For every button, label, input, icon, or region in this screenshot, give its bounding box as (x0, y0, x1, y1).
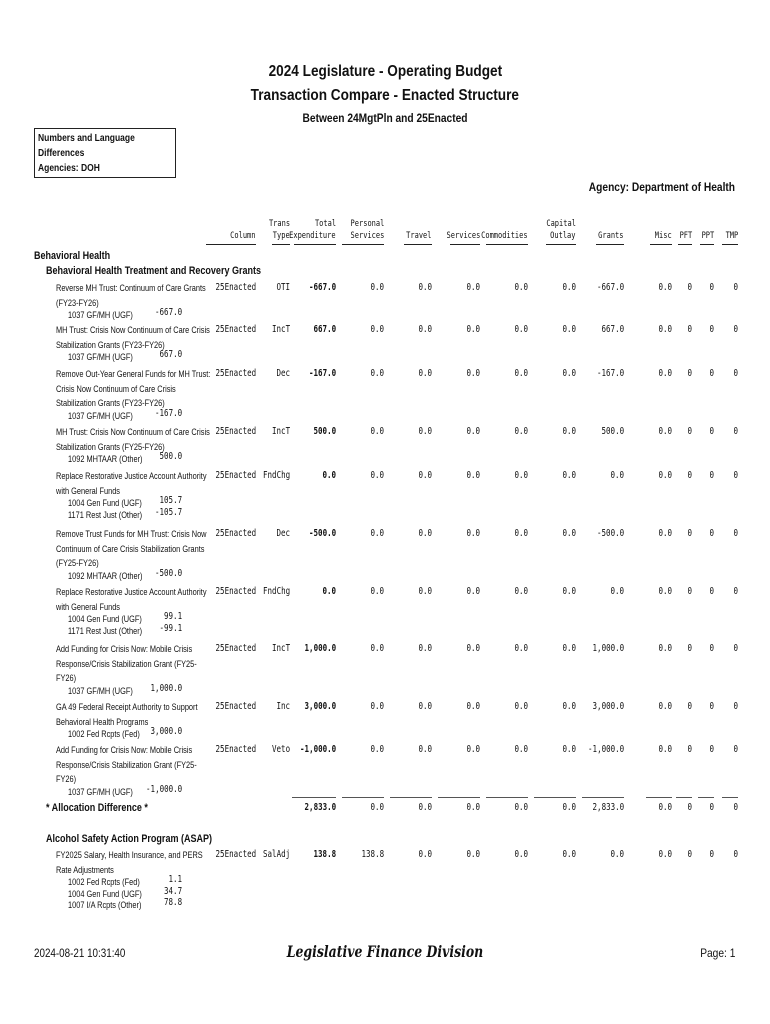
fund-source: 1007 I/A Rcpts (Other) (68, 900, 142, 910)
transaction-type: IncT (271, 643, 290, 654)
transaction-value: 0.0 (562, 282, 576, 293)
transaction-column: 25Enacted (215, 426, 256, 437)
subtotal-rule (390, 797, 432, 798)
transaction-value: 0.0 (466, 849, 480, 860)
fund-amount: -667.0 (154, 307, 182, 318)
subtotal-rule (676, 797, 692, 798)
column-header-tmp: TMP (725, 231, 738, 241)
transaction-value: 1,000.0 (304, 643, 336, 654)
transaction-value: -500.0 (308, 528, 336, 539)
transaction-value: 0 (709, 744, 714, 755)
transaction-value: 0.0 (514, 324, 528, 335)
fund-source: 1171 Rest Just (Other) (68, 509, 143, 520)
header-underline (450, 244, 480, 245)
transaction-description: Remove Trust Funds for MH Trust: Crisis Now Continuum of Care Crisis Stabilization Grants (FY25-FY26) (56, 529, 207, 568)
filter-info-box (34, 128, 176, 178)
column-header-personal-services: Personal Services (350, 219, 384, 241)
allocation-difference-value: 0.0 (658, 802, 672, 813)
transaction-value: 0 (733, 368, 738, 379)
allocation-difference-value: 0.0 (466, 802, 480, 813)
allocation-difference-value: 0.0 (514, 802, 528, 813)
transaction-value: 0.0 (658, 849, 672, 860)
transaction-type: OTI (276, 282, 290, 293)
division-signature: Legislative Finance Division (286, 942, 484, 961)
transaction-value: -667.0 (596, 282, 624, 293)
transaction-value: 0.0 (514, 426, 528, 437)
fund-source: 1037 GF/MH (UGF) (68, 410, 133, 421)
transaction-value: 0.0 (514, 701, 528, 712)
subtotal-rule (292, 797, 336, 798)
transaction-value: 0 (709, 586, 714, 597)
transaction-value: 0.0 (610, 586, 624, 597)
transaction-value: 0.0 (562, 426, 576, 437)
fund-source: 1037 GF/MH (UGF) (68, 685, 133, 696)
transaction-value: -167.0 (596, 368, 624, 379)
transaction-description: MH Trust: Crisis Now Continuum of Care Crisis Stabilization Grants (FY23-FY26) (56, 325, 210, 350)
transaction-value: 0 (733, 470, 738, 481)
header-underline (486, 244, 528, 245)
transaction-value: 0 (687, 282, 692, 293)
transaction-value: 0.0 (562, 643, 576, 654)
fund-source: 1037 GF/MH (UGF) (68, 310, 133, 320)
subtotal-rule (486, 797, 528, 798)
transaction-column: 25Enacted (215, 368, 256, 379)
fund-source: 1004 Gen Fund (UGF) (68, 888, 142, 899)
transaction-value: 0.0 (418, 701, 432, 712)
fund-amount: 34.7 (163, 885, 182, 897)
transaction-value: 0.0 (514, 586, 528, 597)
transaction-type: Dec (276, 528, 290, 539)
transaction-value: 0.0 (658, 701, 672, 712)
transaction-value: 0.0 (418, 368, 432, 379)
transaction-value: 0.0 (466, 701, 480, 712)
report-timestamp: 2024-08-21 10:31:40 (34, 946, 126, 960)
header-underline (596, 244, 624, 245)
transaction-value: 0.0 (418, 528, 432, 539)
fund-amount: -1,000.0 (145, 783, 182, 795)
transaction-value: 0.0 (370, 470, 384, 481)
transaction-value: 0.0 (514, 282, 528, 293)
transaction-value: 0.0 (370, 744, 384, 755)
transaction-value: 0.0 (418, 586, 432, 597)
transaction-value: 0.0 (658, 368, 672, 379)
transaction-value: 3,000.0 (304, 701, 336, 712)
transaction-value: 0 (709, 528, 714, 539)
transaction-value: 138.8 (361, 849, 384, 860)
transaction-value: 0.0 (466, 528, 480, 539)
column-header-capital-outlay: Capital Outlay (546, 219, 576, 241)
fund-amount: 105.7 (159, 495, 182, 506)
header-underline (722, 244, 738, 245)
transaction-value: 0.0 (466, 586, 480, 597)
transaction-value: 0.0 (322, 470, 336, 481)
transaction-value: -1,000.0 (587, 744, 624, 755)
allocation-heading: Behavioral Health Treatment and Recovery Grants (46, 265, 262, 277)
fund-amount: 3,000.0 (150, 726, 182, 737)
transaction-value: 0 (709, 701, 714, 712)
transaction-column: 25Enacted (215, 528, 256, 539)
transaction-value: 500.0 (313, 426, 336, 437)
transaction-value: 0.0 (610, 849, 624, 860)
info-line: Numbers and Language (38, 133, 135, 144)
transaction-value: 0.0 (466, 643, 480, 654)
fund-source: 1092 MHTAAR (Other) (68, 454, 143, 464)
transaction-value: 0 (709, 643, 714, 654)
transaction-value: 0 (687, 643, 692, 654)
transaction-value: 0.0 (418, 849, 432, 860)
transaction-value: 0 (709, 426, 714, 437)
fund-source: 1171 Rest Just (Other) (68, 625, 143, 636)
transaction-value: 0.0 (562, 744, 576, 755)
column-header-grants: Grants (598, 231, 624, 241)
allocation-difference-value: 0.0 (418, 802, 432, 813)
subtotal-rule (438, 797, 480, 798)
transaction-type: IncT (271, 324, 290, 335)
agency-heading: Agency: Department of Health (588, 180, 735, 194)
transaction-description: FY2025 Salary, Health Insurance, and PERS Rate Adjustments (56, 850, 203, 875)
transaction-value: 0 (687, 426, 692, 437)
fund-source: 1092 MHTAAR (Other) (68, 570, 143, 581)
transaction-value: 0.0 (658, 643, 672, 654)
fund-source: 1037 GF/MH (UGF) (68, 352, 133, 362)
transaction-value: 0.0 (514, 368, 528, 379)
transaction-value: 0.0 (370, 701, 384, 712)
header-underline (650, 244, 672, 245)
transaction-value: 0.0 (658, 282, 672, 293)
transaction-value: 0.0 (418, 282, 432, 293)
report-title: 2024 Legislature - Operating Budget (268, 63, 502, 80)
transaction-type: FndChg (262, 470, 290, 481)
fund-source: 1002 Fed Rcpts (Fed) (68, 729, 140, 739)
transaction-value: 0.0 (466, 426, 480, 437)
transaction-value: 0 (733, 586, 738, 597)
transaction-value: 0.0 (514, 643, 528, 654)
transaction-column: 25Enacted (215, 324, 256, 335)
info-line: Differences (38, 148, 85, 159)
fund-amount: 667.0 (159, 349, 182, 360)
column-header-pft: PFT (679, 231, 692, 241)
transaction-value: -167.0 (308, 368, 336, 379)
transaction-value: 0.0 (562, 324, 576, 335)
fund-amount: 1,000.0 (150, 682, 182, 694)
info-line: Agencies: DOH (38, 163, 100, 174)
transaction-value: 0.0 (610, 470, 624, 481)
column-header-commodities: Commodities (481, 231, 528, 241)
transaction-value: 0.0 (562, 470, 576, 481)
transaction-column: 25Enacted (215, 282, 256, 293)
transaction-value: 0.0 (658, 528, 672, 539)
transaction-value: 0 (733, 426, 738, 437)
transaction-value: 0.0 (322, 586, 336, 597)
fund-amount: 99.1 (163, 611, 182, 622)
transaction-value: 0.0 (418, 324, 432, 335)
fund-amount: -167.0 (154, 407, 182, 419)
transaction-value: 0 (687, 324, 692, 335)
transaction-value: 0.0 (418, 643, 432, 654)
header-underline (404, 244, 432, 245)
transaction-description: Add Funding for Crisis Now: Mobile Crisis Response/Crisis Stabilization Grant (FY25- FY26) (56, 745, 197, 784)
header-underline (342, 244, 384, 245)
transaction-value: 0 (733, 282, 738, 293)
transaction-value: 0.0 (562, 528, 576, 539)
transaction-value: 3,000.0 (592, 701, 624, 712)
allocation-difference-value: 0 (687, 802, 692, 813)
transaction-value: 0 (709, 470, 714, 481)
transaction-value: 0 (733, 324, 738, 335)
transaction-column: 25Enacted (215, 701, 256, 712)
transaction-type: Inc (276, 701, 290, 712)
transaction-value: 0 (709, 368, 714, 379)
allocation-difference-value: 2,833.0 (592, 802, 624, 813)
header-underline (294, 244, 336, 245)
column-header-travel: Travel (406, 231, 432, 241)
transaction-value: 138.8 (313, 849, 336, 860)
report-subtitle: Transaction Compare - Enacted Structure (250, 87, 520, 104)
transaction-description: MH Trust: Crisis Now Continuum of Care Crisis Stabilization Grants (FY25-FY26) (56, 427, 210, 452)
header-underline (678, 244, 692, 245)
transaction-value: 0.0 (466, 282, 480, 293)
allocation-difference-value: 0.0 (562, 802, 576, 813)
header-underline (206, 244, 256, 245)
transaction-value: 0 (733, 849, 738, 860)
transaction-value: 0 (709, 324, 714, 335)
transaction-description: Remove Out-Year General Funds for MH Trust: Crisis Now Continuum of Care Crisis Stabilization Grants (FY23-FY26) (56, 369, 211, 408)
page-number: Page: 1 (699, 946, 735, 960)
transaction-description: Replace Restorative Justice Account Authority with General Funds (56, 587, 207, 612)
transaction-column: 25Enacted (215, 849, 256, 860)
transaction-type: Dec (276, 368, 290, 379)
transaction-value: 0.0 (466, 368, 480, 379)
transaction-value: 0 (709, 849, 714, 860)
transaction-value: 0.0 (370, 643, 384, 654)
transaction-description: Replace Restorative Justice Account Authority with General Funds (56, 471, 207, 496)
transaction-value: 0.0 (418, 744, 432, 755)
header-underline (700, 244, 714, 245)
transaction-value: 0.0 (658, 324, 672, 335)
transaction-value: 0 (687, 586, 692, 597)
transaction-value: 0 (687, 368, 692, 379)
transaction-value: 0.0 (466, 470, 480, 481)
transaction-value: -500.0 (596, 528, 624, 539)
allocation-difference-value: 0.0 (370, 802, 384, 813)
fund-source: 1004 Gen Fund (UGF) (68, 498, 142, 508)
allocation-heading-asap: Alcohol Safety Action Program (ASAP) (46, 833, 213, 845)
fund-source: 1002 Fed Rcpts (Fed) (68, 877, 140, 887)
transaction-value: -667.0 (308, 282, 336, 293)
subtotal-rule (534, 797, 576, 798)
report-compare-range: Between 24MgtPln and 25Enacted (302, 111, 468, 125)
transaction-value: 0 (733, 643, 738, 654)
fund-amount: 1.1 (168, 874, 182, 885)
transaction-value: 0.0 (370, 426, 384, 437)
transaction-value: 0.0 (514, 470, 528, 481)
column-header-ppt: PPT (701, 231, 714, 241)
appropriation-heading: Behavioral Health (34, 250, 111, 262)
fund-amount: -105.7 (154, 506, 182, 518)
transaction-value: 0 (709, 282, 714, 293)
fund-amount: 500.0 (159, 451, 182, 462)
fund-source: 1037 GF/MH (UGF) (68, 786, 133, 797)
column-header-trans-type: Trans Type (268, 219, 290, 241)
transaction-value: 0.0 (514, 528, 528, 539)
transaction-value: 0.0 (562, 701, 576, 712)
allocation-difference-value: 0 (733, 802, 738, 813)
column-header-misc: Misc (655, 231, 672, 241)
transaction-value: 0 (687, 744, 692, 755)
column-header-services: Services (446, 231, 480, 241)
transaction-value: 0.0 (466, 324, 480, 335)
column-header-total: Total Expenditure (289, 219, 336, 241)
subtotal-rule (698, 797, 714, 798)
transaction-column: 25Enacted (215, 643, 256, 654)
subtotal-rule (646, 797, 672, 798)
fund-amount: -99.1 (159, 622, 182, 634)
transaction-value: 0 (687, 701, 692, 712)
transaction-type: Veto (271, 744, 290, 755)
transaction-value: 0.0 (658, 426, 672, 437)
transaction-value: 0.0 (658, 470, 672, 481)
transaction-value: 667.0 (601, 324, 624, 335)
transaction-value: 0 (733, 528, 738, 539)
transaction-value: 0 (733, 701, 738, 712)
transaction-type: IncT (271, 426, 290, 437)
transaction-value: 0.0 (370, 282, 384, 293)
transaction-value: 0.0 (514, 744, 528, 755)
fund-source: 1004 Gen Fund (UGF) (68, 614, 142, 624)
transaction-value: 0.0 (370, 368, 384, 379)
transaction-value: 0 (687, 528, 692, 539)
header-underline (272, 244, 290, 245)
transaction-value: 0.0 (370, 324, 384, 335)
transaction-value: 0 (687, 849, 692, 860)
header-underline (546, 244, 576, 245)
transaction-description: Add Funding for Crisis Now: Mobile Crisis Response/Crisis Stabilization Grant (FY25- FY26) (56, 644, 197, 683)
transaction-value: -1,000.0 (299, 744, 336, 755)
fund-amount: 78.8 (163, 897, 182, 908)
transaction-value: 500.0 (601, 426, 624, 437)
transaction-value: 1,000.0 (592, 643, 624, 654)
transaction-type: SalAdj (262, 849, 290, 860)
fund-amount: -500.0 (154, 567, 182, 579)
transaction-value: 0.0 (466, 744, 480, 755)
transaction-value: 0.0 (562, 849, 576, 860)
allocation-difference-value: 2,833.0 (304, 802, 336, 813)
transaction-value: 0.0 (514, 849, 528, 860)
transaction-value: 0 (733, 744, 738, 755)
transaction-value: 0 (687, 470, 692, 481)
transaction-value: 0.0 (370, 528, 384, 539)
transaction-description: Reverse MH Trust: Continuum of Care Grants (FY23-FY26) (56, 283, 206, 308)
subtotal-rule (342, 797, 384, 798)
transaction-column: 25Enacted (215, 470, 256, 481)
transaction-type: FndChg (262, 586, 290, 597)
transaction-value: 0.0 (418, 426, 432, 437)
column-header-column: Column (230, 231, 256, 241)
transaction-description: GA 49 Federal Receipt Authority to Support Behavioral Health Programs (56, 702, 198, 727)
subtotal-rule (722, 797, 738, 798)
allocation-difference-value: 0 (709, 802, 714, 813)
transaction-value: 0.0 (562, 368, 576, 379)
transaction-value: 0.0 (418, 470, 432, 481)
transaction-column: 25Enacted (215, 586, 256, 597)
transaction-value: 0.0 (658, 586, 672, 597)
transaction-value: 0.0 (370, 586, 384, 597)
subtotal-rule (582, 797, 624, 798)
transaction-value: 0.0 (562, 586, 576, 597)
transaction-column: 25Enacted (215, 744, 256, 755)
transaction-value: 667.0 (313, 324, 336, 335)
transaction-value: 0.0 (658, 744, 672, 755)
allocation-difference-label: * Allocation Difference * (46, 802, 148, 814)
